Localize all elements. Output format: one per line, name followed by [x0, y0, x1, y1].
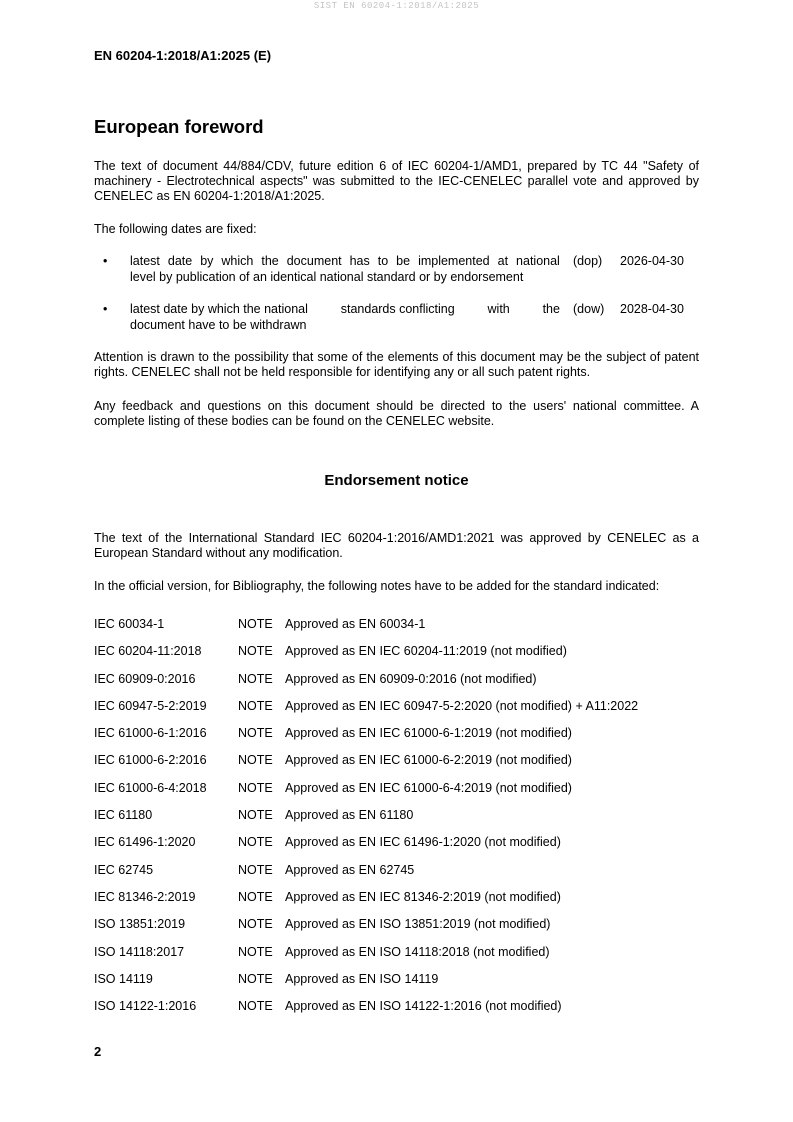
note-label: NOTE — [238, 617, 273, 631]
notes-list — [94, 617, 638, 1026]
note-label: NOTE — [238, 835, 273, 850]
note-text: Approved as EN IEC 61000-6-4:2019 (not modified) — [285, 780, 572, 795]
note-row — [94, 808, 638, 835]
note-label: NOTE — [238, 862, 273, 877]
date-item-word: has — [349, 254, 370, 268]
note-label: NOTE — [238, 726, 273, 741]
date-item-dop-line1 — [130, 254, 560, 270]
date-item-dop-line2: level by publication of an identical national standard or by endorsement — [130, 269, 524, 284]
note-label: NOTE — [238, 671, 273, 686]
note-label: NOTE — [238, 917, 273, 932]
note-text: Approved as EN IEC 60947-5-2:2020 (not modified) + A11:2022 — [285, 698, 639, 713]
date-item-word: with — [487, 302, 510, 316]
note-row — [94, 890, 638, 917]
date-item-word: which — [221, 254, 254, 268]
note-row — [94, 644, 638, 671]
date-item-word: to — [377, 254, 389, 268]
note-standard: ISO 14119 — [94, 971, 153, 986]
date-item-word: latest date by which the national — [130, 302, 308, 316]
bullet-dow: • — [103, 302, 108, 316]
page-number: 2 — [94, 1044, 102, 1059]
endorsement-title: Endorsement notice — [324, 472, 469, 489]
dow-date: 2028-04-30 — [620, 302, 684, 316]
date-item-word: national — [516, 254, 560, 268]
date-item-word: the — [261, 254, 279, 268]
note-text: Approved as EN 61180 — [285, 808, 414, 823]
note-text: Approved as EN IEC 61000-6-1:2019 (not modified) — [285, 726, 572, 741]
foreword-title: European foreword — [94, 116, 264, 137]
note-row — [94, 726, 638, 753]
note-row — [94, 863, 638, 890]
date-item-dow-line1 — [130, 302, 560, 318]
note-standard: IEC 61496-1:2020 — [94, 835, 196, 850]
bullet-dop: • — [103, 254, 108, 268]
date-item-word: standards conflicting — [340, 302, 455, 316]
note-row — [94, 617, 638, 644]
note-label: NOTE — [238, 808, 273, 823]
note-row — [94, 945, 638, 972]
date-item-dow — [130, 302, 560, 333]
note-row — [94, 781, 638, 808]
note-text: Approved as EN ISO 14122-1:2016 (not modified) — [285, 999, 562, 1014]
dop-date-cell — [573, 254, 684, 268]
note-row — [94, 917, 638, 944]
date-item-word: date — [167, 254, 193, 268]
note-label: NOTE — [238, 698, 273, 713]
note-text: Approved as EN ISO 14118:2018 (not modified) — [285, 944, 550, 959]
patent-paragraph: Attention is drawn to the possibility that some of the elements of this document may be the subject of patent rights. CENELEC shall not be held responsible for identifying any or all such patent rights. — [94, 350, 699, 379]
note-standard: IEC 60034-1 — [94, 617, 165, 631]
note-label: NOTE — [238, 889, 273, 904]
dates-intro: The following dates are fixed: — [94, 222, 257, 236]
note-text: Approved as EN 60034-1 — [285, 617, 426, 631]
date-item-word: at — [497, 254, 509, 268]
note-row — [94, 672, 638, 699]
dop-date: 2026-04-30 — [620, 254, 684, 268]
bibliography-intro: In the official version, for Bibliography, the following notes have to be added for the standard indicated: — [94, 579, 660, 593]
note-standard: IEC 61000-6-2:2016 — [94, 753, 207, 768]
note-standard: IEC 60909-0:2016 — [94, 671, 196, 686]
note-text: Approved as EN 60909-0:2016 (not modified) — [285, 671, 537, 686]
note-text: Approved as EN ISO 14119 — [285, 971, 439, 986]
date-item-word: the — [542, 302, 560, 316]
note-text: Approved as EN IEC 60204-11:2019 (not modified) — [285, 644, 567, 659]
date-item-dop — [130, 254, 560, 285]
watermark: SIST EN 60204-1:2018/A1:2025 — [313, 1, 480, 11]
note-label: NOTE — [238, 944, 273, 959]
note-standard: ISO 13851:2019 — [94, 917, 186, 932]
dow-date-cell — [573, 302, 684, 316]
dop-code: (dop) — [573, 254, 603, 268]
document-id: EN 60204-1:2018/A1:2025 (E) — [94, 48, 272, 63]
note-label: NOTE — [238, 753, 273, 768]
note-text: Approved as EN IEC 61000-6-2:2019 (not modified) — [285, 753, 572, 768]
note-standard: IEC 60947-5-2:2019 — [94, 698, 207, 713]
note-standard: ISO 14118:2017 — [94, 944, 185, 959]
date-item-word: be — [396, 254, 411, 268]
note-standard: IEC 60204-11:2018 — [94, 644, 202, 659]
note-text: Approved as EN 62745 — [285, 862, 415, 877]
note-standard: IEC 81346-2:2019 — [94, 889, 196, 904]
note-label: NOTE — [238, 644, 273, 659]
note-standard: IEC 61180 — [94, 808, 153, 823]
note-row — [94, 999, 638, 1026]
note-text: Approved as EN IEC 81346-2:2019 (not modified) — [285, 889, 561, 904]
note-row — [94, 972, 638, 999]
note-text: Approved as EN IEC 61496-1:2020 (not modified) — [285, 835, 561, 850]
date-item-word: document — [286, 254, 342, 268]
endorsement-paragraph: The text of the International Standard IEC 60204-1:2016/AMD1:2021 was approved by CENELEC as a European Standard without any modification. — [94, 531, 699, 560]
note-row — [94, 753, 638, 780]
note-label: NOTE — [238, 971, 273, 986]
date-item-word: implemented — [418, 254, 490, 268]
note-label: NOTE — [238, 999, 273, 1014]
note-standard: IEC 62745 — [94, 862, 154, 877]
note-text: Approved as EN ISO 13851:2019 (not modified) — [285, 917, 551, 932]
note-standard: IEC 61000-6-1:2016 — [94, 726, 207, 741]
note-row — [94, 835, 638, 862]
date-item-word: by — [200, 254, 214, 268]
dow-code: (dow) — [573, 302, 605, 316]
feedback-paragraph: Any feedback and questions on this document should be directed to the users' national committee. A complete listing of these bodies can be found on the CENELEC website. — [94, 399, 699, 428]
foreword-paragraph: The text of document 44/884/CDV, future edition 6 of IEC 60204-1/AMD1, prepared by TC 44 "Safety of machinery - Electrotechnical aspects" was submitted to the IEC-CENELEC parallel vote and approved by CENELEC as EN 60204-1:2018/A1:2025. — [94, 159, 699, 203]
date-item-dow-line2: document have to be withdrawn — [130, 317, 307, 332]
note-row — [94, 699, 638, 726]
note-label: NOTE — [238, 780, 273, 795]
date-item-word: latest — [130, 254, 160, 268]
note-standard: IEC 61000-6-4:2018 — [94, 780, 207, 795]
note-standard: ISO 14122-1:2016 — [94, 999, 197, 1014]
